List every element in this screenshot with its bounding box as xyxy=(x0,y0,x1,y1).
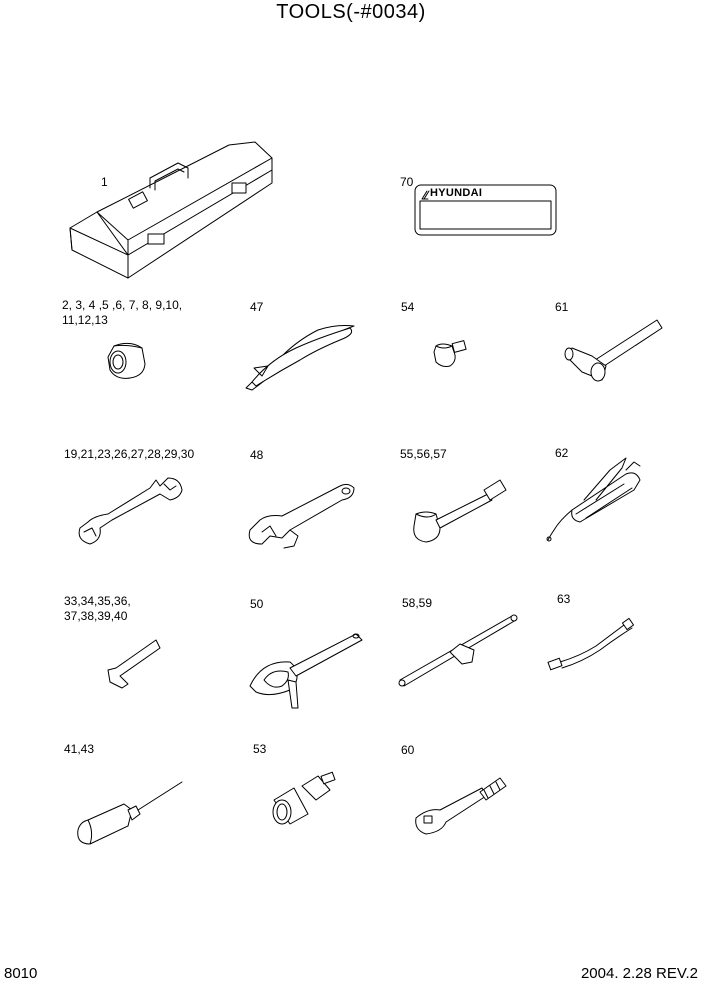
label-hex-key: 33,34,35,36, 37,38,39,40 xyxy=(64,594,131,623)
label-grease-gun: 62 xyxy=(555,446,569,460)
label-adapter: 54 xyxy=(401,300,415,314)
page-number: 8010 xyxy=(4,965,38,982)
page-title: TOOLS(-#0034) xyxy=(276,1,426,23)
label-filter-wrench: 50 xyxy=(250,597,264,611)
decal-drawing xyxy=(415,185,556,235)
adjustable-wrench-drawing xyxy=(249,484,354,548)
label-screwdriver: 41,43 xyxy=(64,742,95,756)
label-t-handle: 58,59 xyxy=(402,596,433,610)
hose-drawing xyxy=(548,618,634,669)
tool-box-drawing xyxy=(70,142,272,278)
universal-joint-drawing xyxy=(273,772,335,824)
grease-gun-drawing xyxy=(547,458,640,541)
spanner-drawing xyxy=(79,478,182,544)
socket-drawing xyxy=(108,343,145,378)
t-handle-drawing xyxy=(399,615,517,686)
label-extension-bar: 55,56,57 xyxy=(400,447,447,461)
label-ratchet: 60 xyxy=(401,743,415,757)
label-universal-joint: 53 xyxy=(253,742,267,756)
label-hose: 63 xyxy=(557,592,571,606)
decal-brand-text: HYUNDAI xyxy=(430,187,483,199)
adapter-drawing xyxy=(434,341,466,367)
label-socket: 2, 3, 4 ,5 ,6, 7, 8, 9,10, 11,12,13 xyxy=(62,298,183,327)
label-spanner: 19,21,23,26,27,28,29,30 xyxy=(64,447,195,461)
label-decal: 70 xyxy=(400,175,414,189)
label-tool-box: 1 xyxy=(101,175,108,189)
hammer-drawing xyxy=(565,320,662,381)
extension-bar-drawing xyxy=(414,480,506,542)
label-adjustable-wrench: 48 xyxy=(250,448,264,462)
screwdriver-drawing xyxy=(78,782,182,844)
filter-wrench-drawing xyxy=(250,634,362,708)
hex-key-drawing xyxy=(108,640,160,688)
label-pliers: 47 xyxy=(250,300,264,314)
label-hammer: 61 xyxy=(555,300,569,314)
revision-date: 2004. 2.28 REV.2 xyxy=(580,965,698,982)
ratchet-drawing xyxy=(416,778,506,834)
pliers-drawing xyxy=(246,326,354,391)
